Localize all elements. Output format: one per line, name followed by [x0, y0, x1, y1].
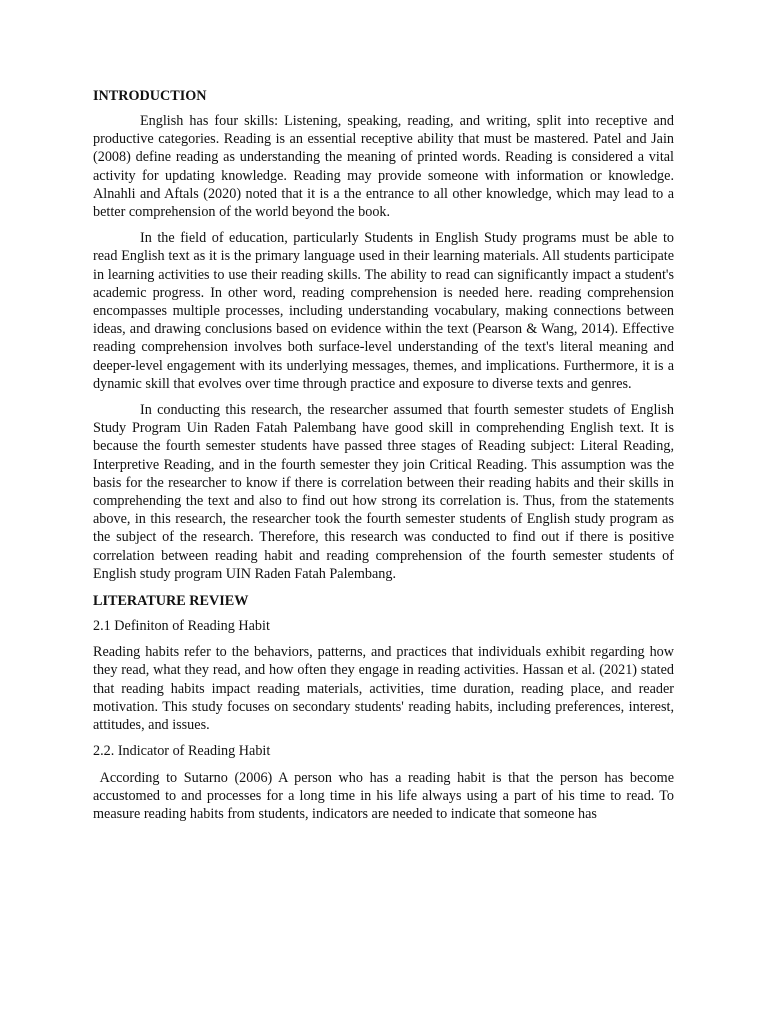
document-page [93, 86, 674, 831]
subsection-2-1-title: 2.1 Definiton of Reading Habit [93, 618, 270, 635]
subsection-2-2-paragraph: According to Sutarno (2006) A person who has a reading habit is that the person has become accustomed to and processes for a long time in his life always using a part of his time to read. To measure reading habits from students, indicators are needed to indicate that someone has [93, 769, 674, 822]
introduction-paragraph-2: In the field of education, particularly Students in English Study programs must be able to read English text as it is the primary language used in their learning materials. All students participate in learning activities to use their reading skills. The ability to read can significantly impact a student's academic progress. In other word, reading comprehension is needed here. reading comprehension encompasses multiple processes, including understanding vocabulary, making connections between ideas, and drawing conclusions based on evidence within the text (Pearson & Wang, 2014). Effective reading comprehension involves both surface-level understanding of the text's literal meaning and deeper-level engagement with its underlying messages, themes, and implications. Furthermore, it is a dynamic skill that evolves over time through practice and exposure to diverse texts and genres. [93, 230, 674, 392]
introduction-heading: INTRODUCTION [93, 88, 207, 104]
introduction-paragraph-3: In conducting this research, the researcher assumed that fourth semester studets of English Study Program Uin Raden Fatah Palembang have good skill in comprehending English text. It is because the fourth semester students have passed three stages of Reading subject: Literal Reading, Interpretive Reading, and in the fourth semester they join Critical Reading. This assumption was the basis for the researcher to know if there is correlation between their reading habits and their skills in comprehending the text and also to find out how strong its correlation is. Thus, from the statements above, in this research, the researcher took the fourth semester students of English study program as the subject of the research. Therefore, this research was conducted to find out if there is positive correlation between reading habit and reading comprehension of the fourth semester students of English study program UIN Raden Fatah Palembang. [93, 402, 674, 582]
literature-review-heading: LITERATURE REVIEW [93, 593, 249, 610]
subsection-2-2-title: 2.2. Indicator of Reading Habit [93, 743, 271, 760]
introduction-paragraph-1: English has four skills: Listening, speaking, reading, and writing, split into receptive and productive categories. Reading is an essential receptive ability that must be mastered. Patel and Jain (2008) define reading as understanding the meaning of printed words. Reading is considered a vital activity for updating knowledge. Reading may provide someone with information or knowledge. Alnahli and Aftals (2020) noted that it is a the entrance to all other knowledge, which may lead to a better comprehension of the world beyond the book. [93, 113, 674, 221]
subsection-2-1-paragraph: Reading habits refer to the behaviors, patterns, and practices that individuals exhibit regarding how they read, what they read, and how often they engage in reading activities. Hassan et al. (2021) stated that reading habits impact reading materials, activities, time duration, reading place, and reader motivation. This study focuses on secondary students' reading habits, including preferences, interest, attitudes, and issues. [93, 644, 674, 734]
